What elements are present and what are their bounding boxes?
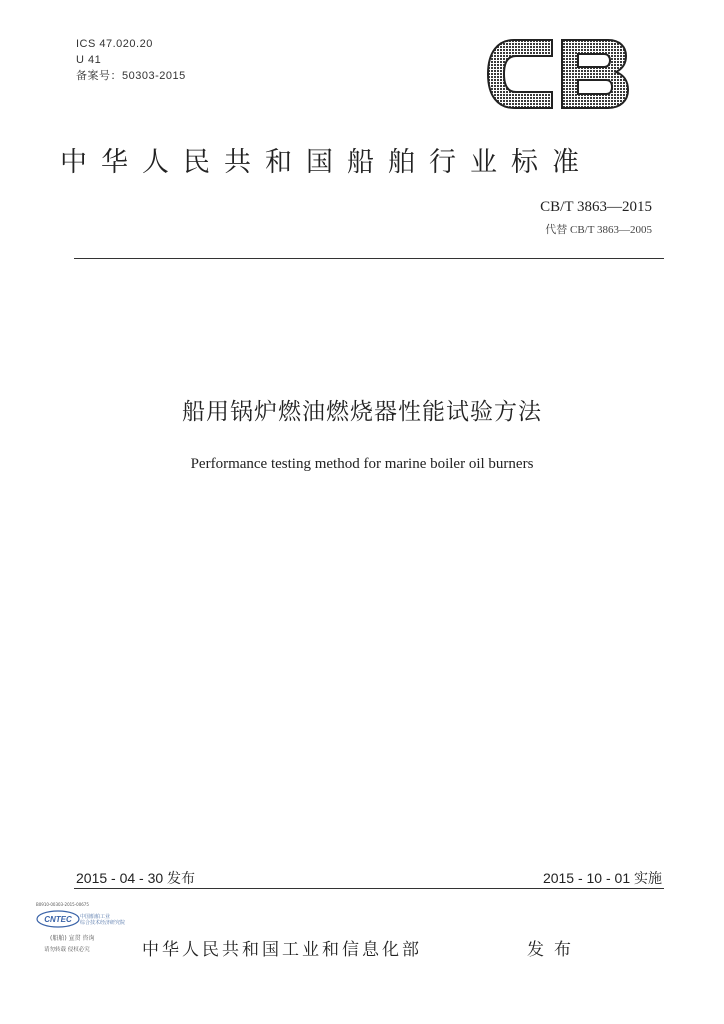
implementation-date: 2015 - 10 - 01 实施: [542, 870, 662, 886]
standard-number: CB/T 3863—2015: [540, 199, 652, 215]
ics-code: ICS 47.020.20: [76, 38, 153, 50]
document-title-chinese: 船用锅炉燃油燃烧器性能试验方法: [182, 399, 542, 425]
issuing-authority: 中华人民共和国工业和信息化部: [142, 940, 422, 960]
stamp-notice: 请勿转载 侵权必究: [44, 947, 90, 953]
filing-number: 备案号：50303-2015: [76, 70, 186, 82]
header-divider: [74, 258, 664, 259]
issued-label: 发布: [527, 940, 581, 960]
document-title-english: Performance testing method for marine boiler oil burners: [190, 456, 534, 472]
footer-divider: [74, 888, 664, 889]
publisher-stamp: [36, 902, 136, 964]
stamp-company-line1: 中国船舶工业: [80, 914, 111, 920]
stamp-serial: B0910-00303-2015-00675: [36, 902, 89, 907]
issue-date: 2015 - 04 - 30 发布: [76, 870, 196, 886]
cb-logo: [482, 34, 632, 114]
stamp-company: [80, 914, 125, 926]
replaced-standard: 代替 CB/T 3863—2005: [545, 224, 652, 236]
cntec-logo-icon: [36, 910, 80, 928]
svg-text:CNTEC: CNTEC: [44, 915, 72, 924]
classification-codes: [76, 36, 186, 84]
ccs-code: U 41: [76, 54, 102, 66]
stamp-service: (船舶) 宣贯 咨询: [50, 935, 95, 942]
stamp-company-line2: 综合技术经济研究院: [80, 920, 126, 926]
standard-type-title: 中华人民共和国船舶行业标准: [60, 147, 593, 178]
